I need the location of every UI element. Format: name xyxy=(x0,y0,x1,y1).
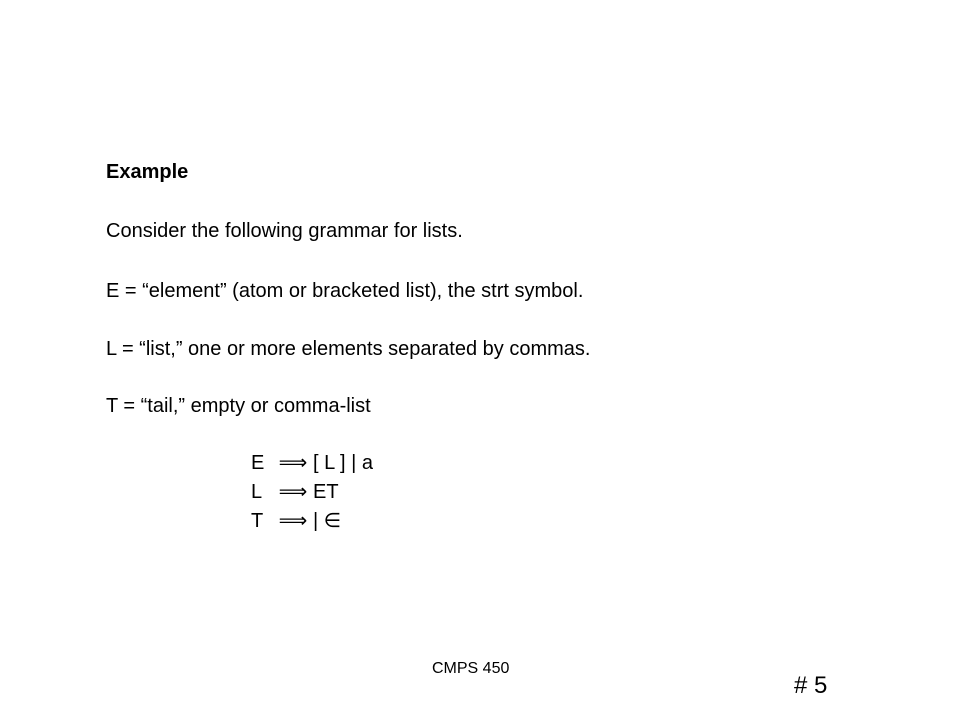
rule-lhs: L xyxy=(251,481,263,503)
paragraph-list-definition: L = “list,” one or more elements separated by commas. xyxy=(106,338,591,360)
paragraph-intro: Consider the following grammar for lists. xyxy=(106,220,463,242)
implies-arrow-icon: ⟹ xyxy=(278,452,308,474)
implies-arrow-icon: ⟹ xyxy=(278,481,308,503)
page-number: # 5 xyxy=(794,672,828,699)
rule-rhs: ET xyxy=(313,481,339,503)
rule-lhs: T xyxy=(251,510,264,532)
slide-footer: CMPS 450 xyxy=(432,660,510,677)
implies-arrow-icon: ⟹ xyxy=(278,510,308,532)
rule-lhs: E xyxy=(251,452,265,474)
grammar-rule-t xyxy=(251,509,341,533)
rule-rhs: [ L ] | a xyxy=(313,452,374,474)
paragraph-tail-definition: T = “tail,” empty or comma-list xyxy=(106,395,371,417)
slide-body xyxy=(106,0,906,720)
rule-rhs: | ∈ xyxy=(313,510,342,532)
grammar-rule-l xyxy=(251,480,339,504)
grammar-rule-e xyxy=(251,451,373,475)
slide-heading: Example xyxy=(106,161,189,183)
paragraph-element-definition: E = “element” (atom or bracketed list), the strt symbol. xyxy=(106,280,584,302)
